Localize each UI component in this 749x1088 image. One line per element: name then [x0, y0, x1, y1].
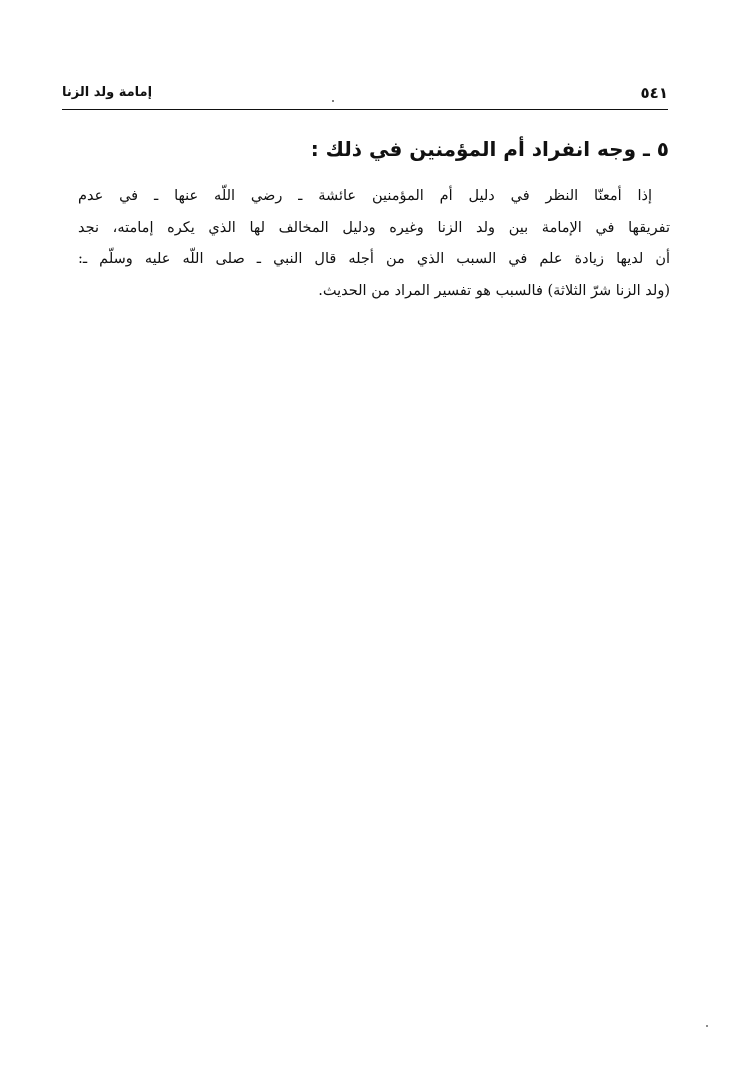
paragraph-line: إذا أمعنّا النظر في دليل أم المؤمنين عائشة ـ رضي اللّه عنها ـ في عدم [78, 188, 652, 204]
header-dot [332, 100, 334, 102]
section-heading: ٥ ـ وجه انفراد أم المؤمنين في ذلك : [310, 137, 669, 161]
paragraph-line: تفريقها في الإمامة بين ولد الزنا وغيره ودليل المخالف لها الذي يكره إمامته، نجد [78, 219, 670, 236]
page-header [62, 84, 668, 108]
scan-speck [706, 1025, 708, 1027]
page-number: ٥٤١ [640, 84, 668, 102]
paragraph-line: (ولد الزنا شرّ الثلاثة) فالسبب هو تفسير المراد من الحديث. [318, 282, 670, 299]
paragraph-line: أن لديها زيادة علم في السبب الذي من أجله قال النبي ـ صلى اللّه عليه وسلّم ـ: [78, 251, 670, 267]
running-title: إمامة ولد الزنا [62, 85, 153, 100]
body-paragraph [78, 181, 670, 307]
header-rule [62, 109, 668, 110]
